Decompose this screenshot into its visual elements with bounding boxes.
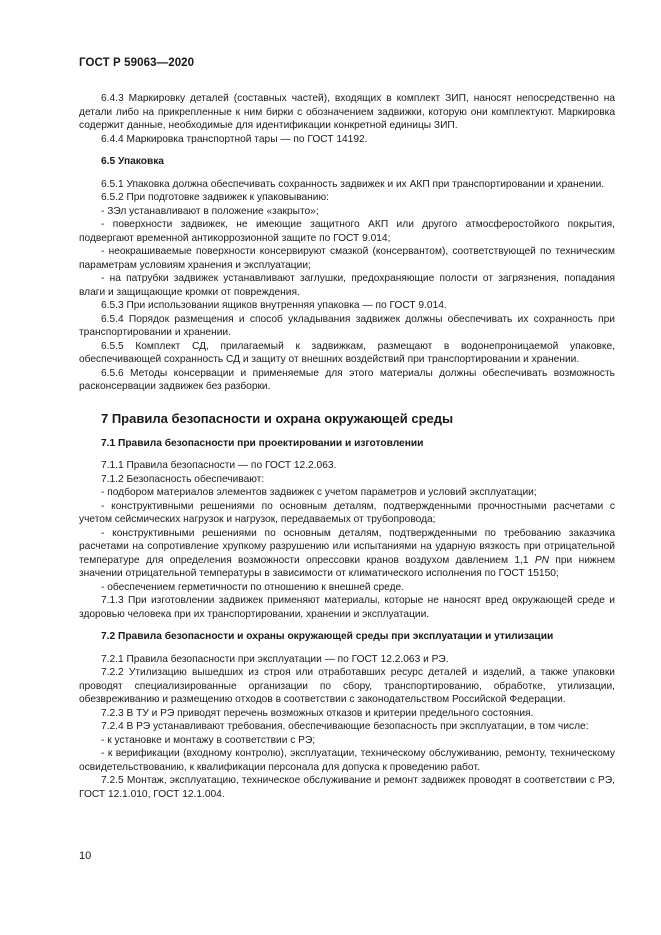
document-body [79,92,615,801]
paragraph-7-2-4: 7.2.4 В РЭ устанавливают требования, обеспечивающие безопасность при эксплуатации, в том числе: [101,721,589,732]
paragraph-6-5-1: 6.5.1 Упаковка должна обеспечивать сохранность задвижек и их АКП при транспортировании и хранении. [101,178,605,190]
section-heading-6-5: 6.5 Упаковка [101,156,164,167]
document-header: ГОСТ Р 59063—2020 [79,57,195,69]
paragraph-7-2-3: 7.2.3 В ТУ и РЭ приводят перечень возможных отказов и критерии предельного состояния. [101,707,534,719]
paragraph-6-4-4: 6.4.4 Маркировка транспортной тары — по ГОСТ 14192. [101,133,368,145]
paragraph-6-5-2: 6.5.2 При подготовке задвижек к упаковыванию: [101,192,329,203]
list-item-text: - конструктивными решениями по основным деталям, подтвержденными по требованию заказчика расчетами на сопротивление хрупкому разрушению или испытаниями на ударную вязкость при отрицательной температуре для определения возможности опрессовки кранов воздухом давлением 1,1 [79,527,615,566]
section-heading-7-1: 7.1 Правила безопасности при проектировании и изготовлении [101,437,424,449]
paragraph-6-5-4: 6.5.4 Порядок размещения и способ укладывания задвижек должны обеспечивать их сохранность при транспортировании и хранении. [79,313,615,338]
paragraph-7-2-2: 7.2.2 Утилизацию вышедших из строя или отработавших ресурс деталей и изделий, а также упаковки проводят специализированные организации по сбору, транспортированию, обработке, утилизации, обезвреживанию и размещению отходов в соответствии с законодательством Российской Федерации. [79,667,615,705]
paragraph-6-5-5: 6.5.5 Комплект СД, прилагаемый к задвижкам, размещают в водонепроницаемой упаковке, обеспечивающей сохранность СД и защиту от внешних воздействий при транспортировании и хранении. [79,340,615,365]
list-item [79,527,615,581]
paragraph-6-5-6: 6.5.6 Методы консервации и применяемые для этого материалы должны обеспечивать возможность расконсервации задвижек без разборки. [79,367,615,392]
list-item: - к верификации (входному контролю), эксплуатации, техническому обслуживанию, ремонту, техническому освидетельствованию, к квалификации персонала для допуска к проведению работ. [79,748,615,773]
list-item: - подбором материалов элементов задвижек с учетом параметров и условий эксплуатации; [101,487,537,498]
pn-symbol: PN [534,554,549,566]
paragraph-7-2-1: 7.2.1 Правила безопасности при эксплуатации — по ГОСТ 12.2.063 и РЭ. [101,653,449,665]
page-number: 10 [79,850,92,862]
paragraph-7-1-1: 7.1.1 Правила безопасности — по ГОСТ 12.2.063. [101,460,337,471]
paragraph-7-1-2: 7.1.2 Безопасность обеспечивают: [101,473,265,485]
list-item: - конструктивными решениями по основным деталям, подтвержденными прочностными расчетами с учетом сейсмических нагрузок и нагрузок, передаваемых от трубопровода; [79,500,615,525]
list-item-text: при нижнем значении отрицательной температуры в зависимости от климатического исполнения по ГОСТ 15150; [79,554,615,579]
list-item: - неокрашиваемые поверхности консервируют смазкой (консервантом), соответствующей по техническим параметрам условиям хранения и эксплуатации; [79,246,615,271]
list-item: - на патрубки задвижек устанавливают заглушки, предохраняющие полости от загрязнения, попадания влаги и защищающие кромки от повреждения. [79,273,615,298]
list-item: - поверхности задвижек, не имеющие защитного АКП или другого атмосферостойкого покрытия, подвергают временной антикоррозионной защите по ГОСТ 9.014; [79,219,615,244]
paragraph-6-4-3: 6.4.3 Маркировку деталей (составных частей), входящих в комплект ЗИП, наносят непосредственно на детали либо на прикрепленные к ним бирки с обозначением задвижки, которую они комплектуют. Маркировка содержит данные, необходимые для идентификации конкретной единицы ЗИП. [79,93,615,131]
list-item: - к установке и монтажу в соответствии с РЭ; [101,734,316,746]
list-item: - ЗЭл устанавливают в положение «закрыто»; [101,205,319,217]
paragraph-7-2-5: 7.2.5 Монтаж, эксплуатацию, техническое обслуживание и ремонт задвижек проводят в соответствии с РЭ, ГОСТ 12.1.010, ГОСТ 12.1.004. [79,775,615,800]
section-heading-7-2: 7.2 Правила безопасности и охраны окружающей среды при эксплуатации и утилизации [101,631,554,642]
chapter-heading-7: 7 Правила безопасности и охрана окружающей среды [101,410,454,426]
list-item: - обеспечением герметичности по отношению к внешней среде. [101,581,405,593]
paragraph-7-1-3: 7.1.3 При изготовлении задвижек применяют материалы, которые не наносят вред окружающей среде и здоровью человека при их транспортировании, хранении и эксплуатации. [79,595,615,620]
paragraph-6-5-3: 6.5.3 При использовании ящиков внутренняя упаковка — по ГОСТ 9.014. [101,300,447,311]
